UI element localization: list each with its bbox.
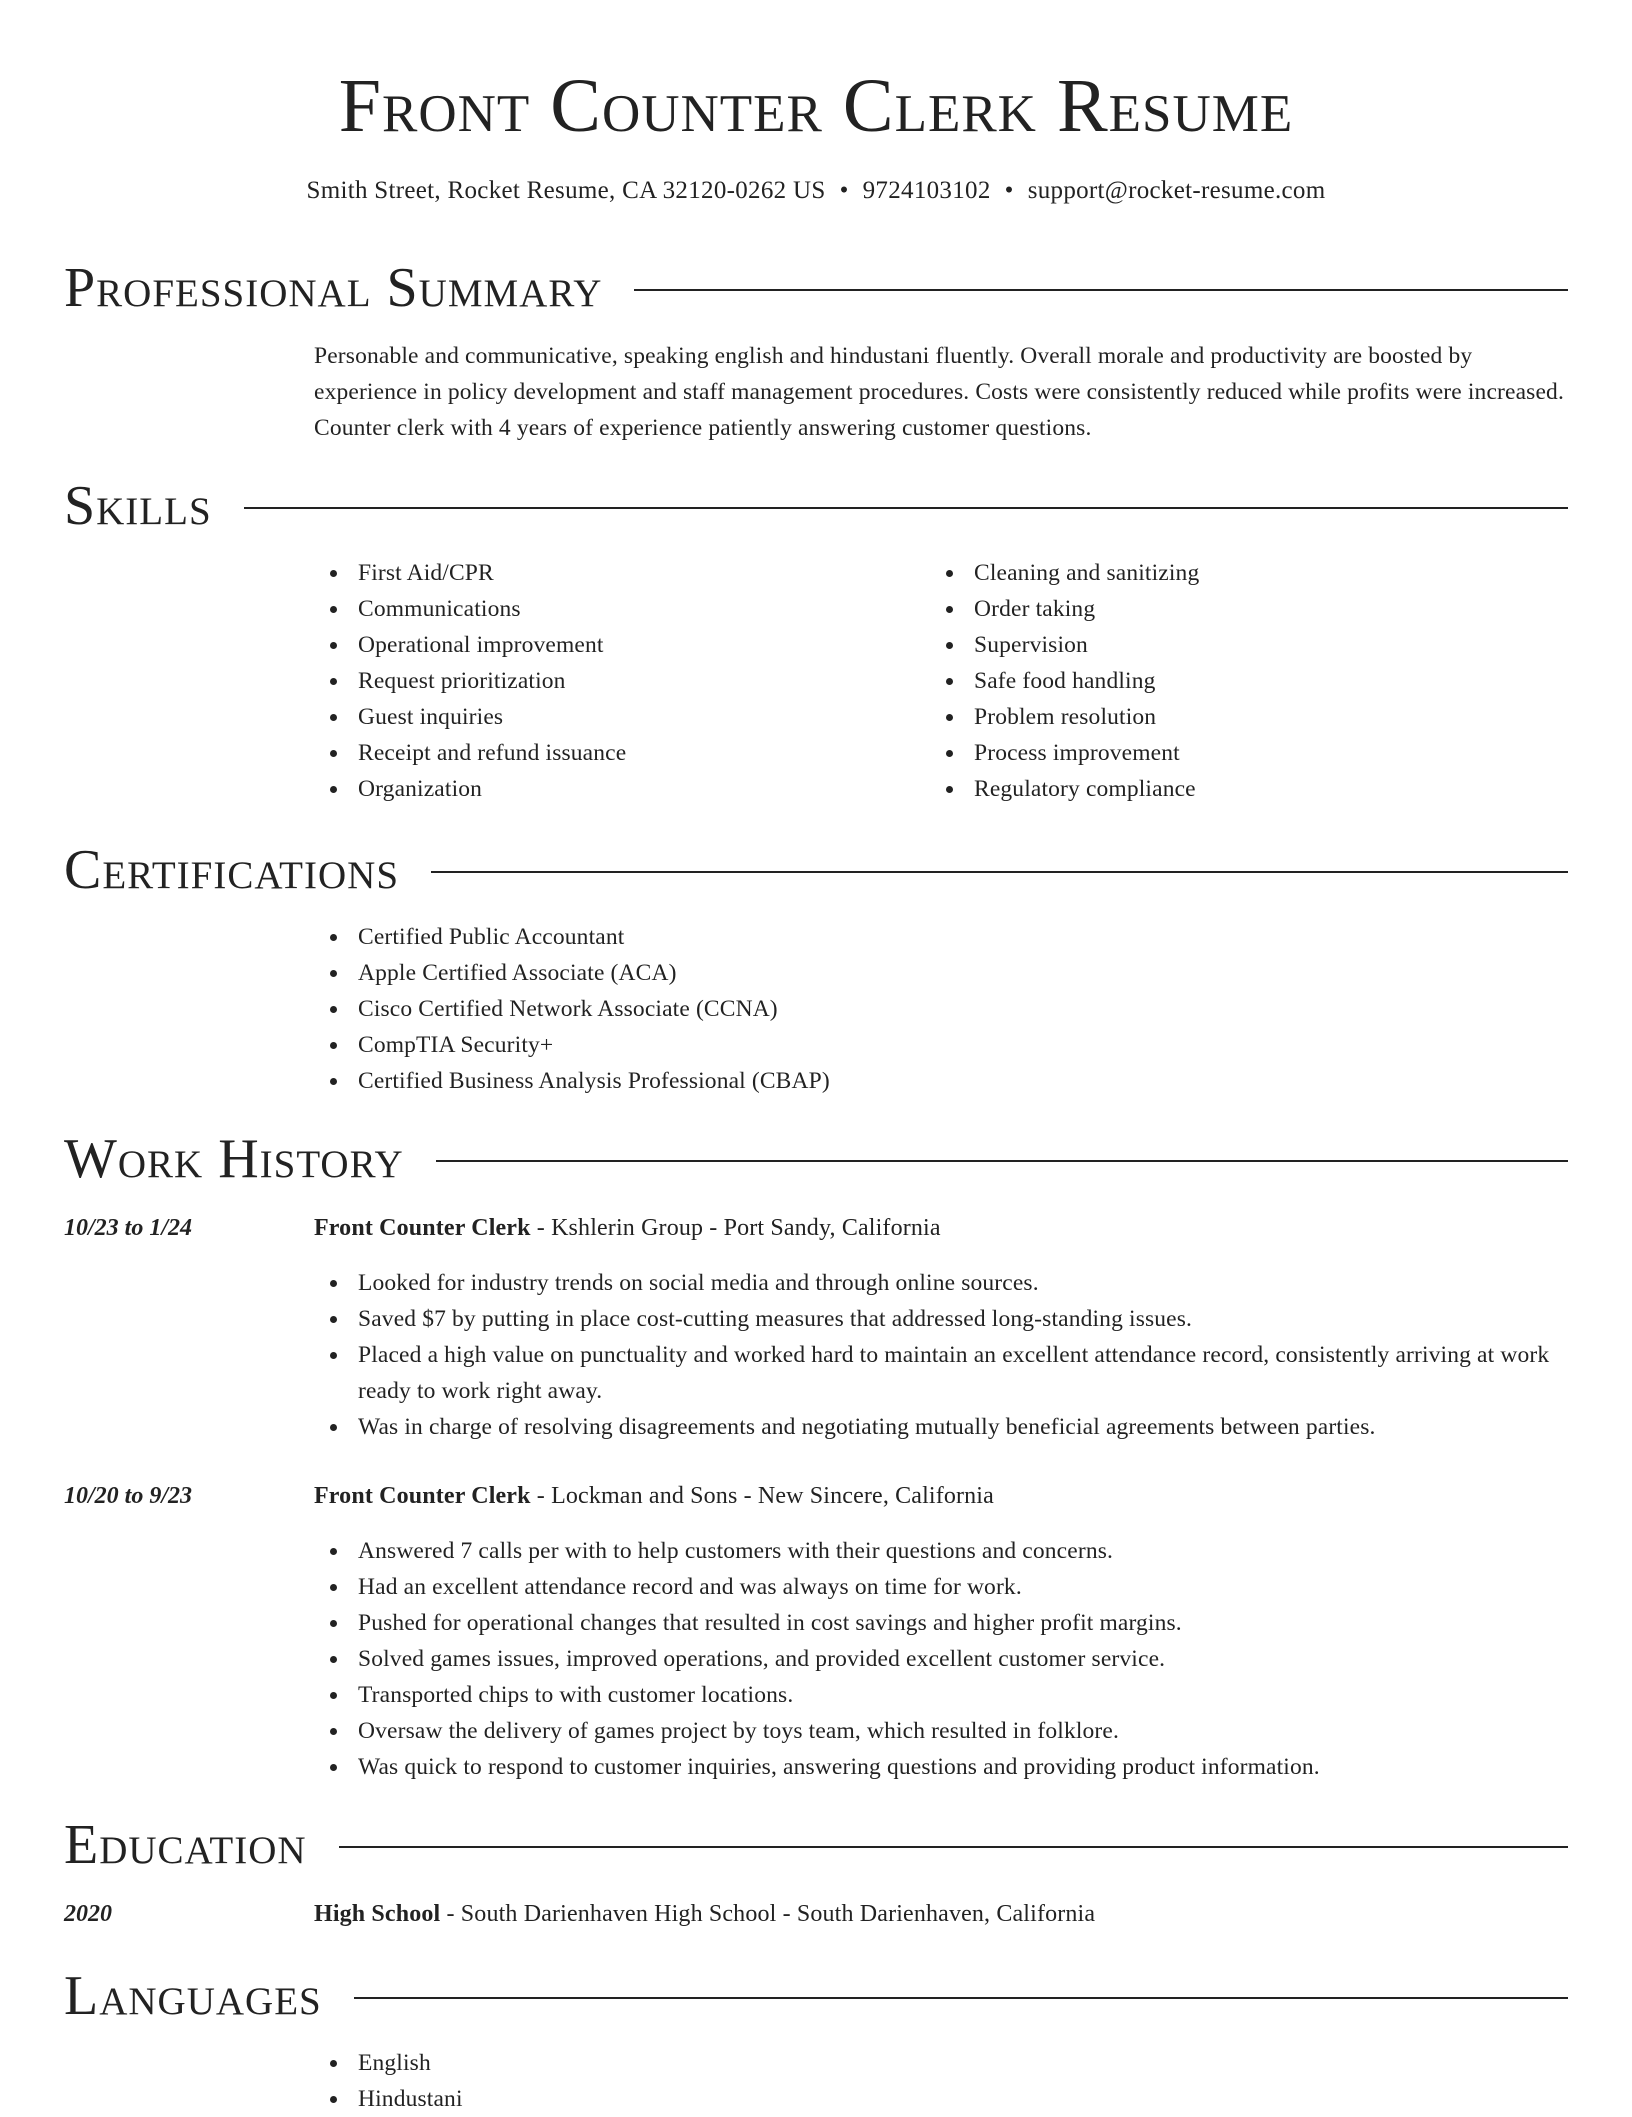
job-title: Front Counter Clerk [314,1483,531,1509]
certifications-list [314,919,1568,1099]
list-item: English [314,2045,1568,2081]
separator-dot: • [1004,177,1014,204]
section-title-work-history: Work History [64,1128,404,1190]
section-header-skills [64,473,1568,539]
list-item: Cleaning and sanitizing [930,555,1530,591]
education-heading [314,1896,1095,1932]
job-bullets [314,1265,1568,1445]
phone: 9724103102 [862,177,991,204]
section-header-certifications [64,837,1568,903]
section-rule [436,1160,1568,1162]
list-item: Oversaw the delivery of games project by toys team, which resulted in folklore. [314,1713,1568,1749]
section-header-education [64,1812,1568,1878]
job-details: - Lockman and Sons - New Sincere, California [530,1483,994,1509]
list-item: First Aid/CPR [314,555,914,591]
job-heading [314,1210,941,1246]
list-item: Organization [314,771,914,807]
list-item: Communications [314,591,914,627]
separator-dot: • [839,177,849,204]
list-item: Answered 7 calls per with to help customers with their questions and concerns. [314,1533,1568,1569]
list-item: Transported chips to with customer locations. [314,1677,1568,1713]
list-item: Was quick to respond to customer inquiries, answering questions and providing product information. [314,1749,1568,1785]
skills-list-right [930,555,1530,807]
list-item: CompTIA Security+ [314,1027,1568,1063]
list-item: Request prioritization [314,663,914,699]
education-date: 2020 [64,1901,112,1927]
section-rule [431,871,1568,873]
list-item: Placed a high value on punctuality and worked hard to maintain an excellent attendance record, consistently arriving at work ready to work right away. [314,1337,1568,1409]
section-header-work-history [64,1126,1568,1192]
education-degree: High School [314,1901,441,1927]
list-item: Had an excellent attendance record and was always on time for work. [314,1569,1568,1605]
list-item: Was in charge of resolving disagreements and negotiating mutually beneficial agreements between parties. [314,1409,1568,1445]
list-item: Process improvement [930,735,1530,771]
list-item: Saved $7 by putting in place cost-cutting measures that addressed long-standing issues. [314,1301,1568,1337]
list-item: Regulatory compliance [930,771,1530,807]
email: support@rocket-resume.com [1027,177,1326,204]
resume-title: Front Counter Clerk Resume [338,64,1294,148]
contact-line [0,174,1632,208]
section-rule [339,1846,1568,1848]
summary-text: Personable and communicative, speaking english and hindustani fluently. Overall morale and productivity are boosted by experience in policy development and staff management procedures. Costs were consistently reduced while profits were increased. Counter clerk with 4 years of experience patiently answering customer questions. [314,343,1564,441]
list-item: Supervision [930,627,1530,663]
list-item: Apple Certified Associate (ACA) [314,955,1568,991]
list-item: Certified Business Analysis Professional (CBAP) [314,1063,1568,1099]
list-item: Cisco Certified Network Associate (CCNA) [314,991,1568,1027]
job-dates: 10/20 to 9/23 [64,1483,193,1509]
list-item: Safe food handling [930,663,1530,699]
section-header-languages [64,1963,1568,2029]
list-item: Certified Public Accountant [314,919,1568,955]
list-item: Operational improvement [314,627,914,663]
job-title: Front Counter Clerk [314,1215,531,1241]
section-header-summary [64,255,1568,321]
section-title-certifications: Certifications [64,839,400,901]
section-rule [634,289,1568,291]
address: Smith Street, Rocket Resume, CA 32120-0262 US [306,177,826,204]
list-item: Pushed for operational changes that resulted in cost savings and higher profit margins. [314,1605,1568,1641]
list-item: Order taking [930,591,1530,627]
section-rule [354,1997,1568,1999]
job-heading [314,1478,994,1514]
section-title-languages: Languages [64,1965,322,2027]
list-item: Guest inquiries [314,699,914,735]
list-item: Receipt and refund issuance [314,735,914,771]
list-item: Problem resolution [930,699,1530,735]
job-bullets [314,1533,1568,1785]
job-details: - Kshlerin Group - Port Sandy, California [530,1215,941,1241]
education-details: - South Darienhaven High School - South Darienhaven, California [440,1901,1096,1927]
languages-list [314,2045,1568,2117]
section-title-education: Education [64,1814,307,1876]
section-rule [244,507,1568,509]
section-title-summary: Professional Summary [64,257,603,319]
job-dates: 10/23 to 1/24 [64,1215,193,1241]
skills-list-left [314,555,914,807]
section-title-skills: Skills [64,475,212,537]
list-item: Looked for industry trends on social media and through online sources. [314,1265,1568,1301]
list-item: Solved games issues, improved operations, and provided excellent customer service. [314,1641,1568,1677]
list-item: Hindustani [314,2081,1568,2117]
